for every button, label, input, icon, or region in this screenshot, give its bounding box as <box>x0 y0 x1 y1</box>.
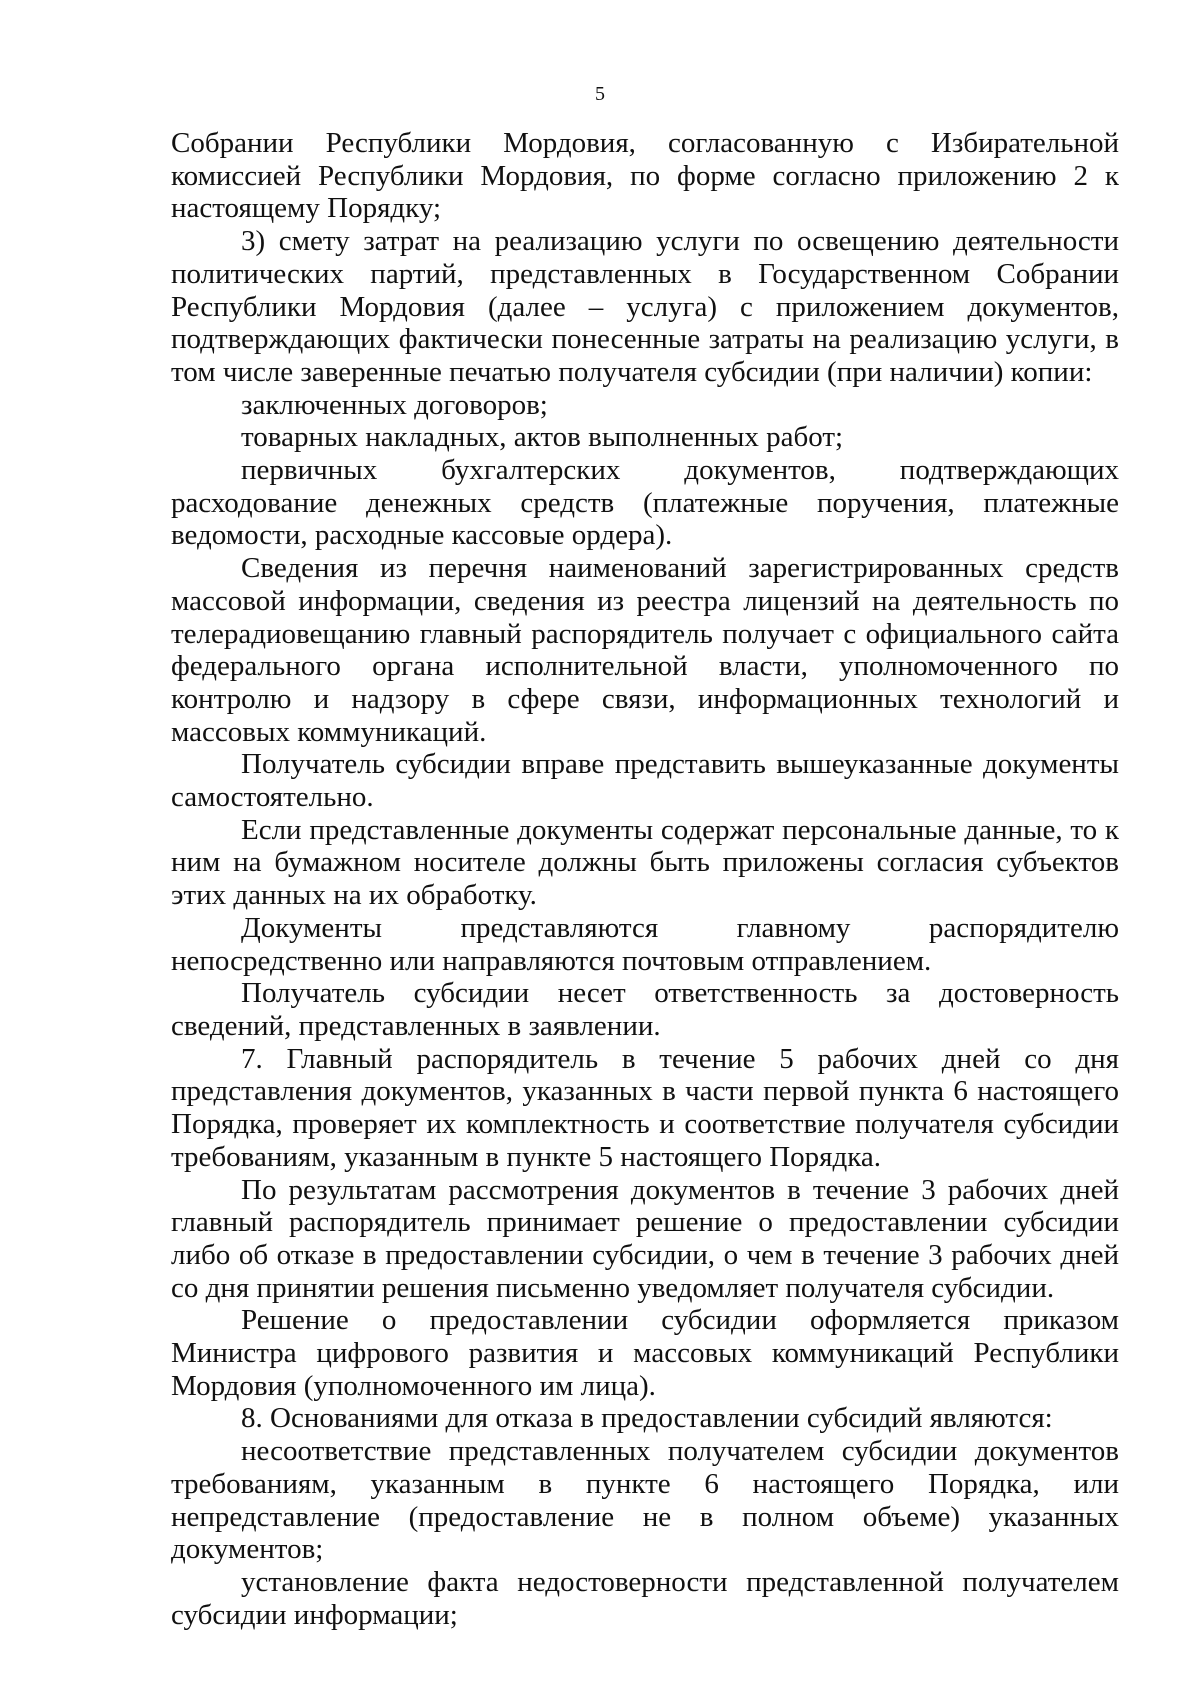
paragraph: товарных накладных, актов выполненных работ; <box>241 421 844 454</box>
paragraph: Получатель субсидии несет ответственность за достоверность сведений, представленных в заявлении. <box>171 977 1119 1042</box>
paragraph: Получатель субсидии вправе представить вышеуказанные документы самостоятельно. <box>171 748 1119 814</box>
paragraph: Собрании Республики Мордовия, согласованную с Избирательной комиссией Республики Мордовия, по форме согласно приложению 2 к настоящему Порядку; <box>171 127 1119 225</box>
paragraph: 8. Основаниями для отказа в предоставлении субсидий являются: <box>241 1402 1053 1435</box>
paragraph: Документы представляются главному распорядителю непосредственно или направляются почтовым отправлением. <box>171 911 1119 977</box>
paragraph: Если представленные документы содержат персональные данные, то к ним на бумажном носителе должны быть приложены согласия субъектов этих данных на их обработку. <box>171 813 1119 912</box>
paragraph: установление факта недостоверности представленной получателем субсидии информации; <box>171 1565 1119 1631</box>
paragraph: первичных бухгалтерских документов, подтверждающих расходование денежных средств (платежные поручения, платежные ведомости, расходные кассовые ордера). <box>171 454 1119 552</box>
paragraph: По результатам рассмотрения документов в течение 3 рабочих дней главный распорядитель принимает решение о предоставлении субсидии либо об отказе в предоставлении субсидии, о чем в течение 3 рабочих дней со дня принятии решения письменно уведомляет получателя субсидии. <box>171 1173 1119 1304</box>
paragraph: 7. Главный распорядитель в течение 5 рабочих дней со дня представления документов, указанных в части первой пункта 6 настоящего Порядка, проверяет их комплектность и соответствие получателя субсидии требованиям, указанным в пункте 5 настоящего Порядка. <box>171 1042 1119 1173</box>
page-number: 5 <box>595 83 605 105</box>
paragraph: 3) смету затрат на реализацию услуги по освещению деятельности политических партий, представленных в Государственном Собрании Республики Мордовия (далее – услуга) с приложением документов, подтверждающих фактически понесенные затраты на реализацию услуги, в том числе заверенные печатью получателя субсидии (при наличии) копии: <box>171 225 1119 388</box>
paragraph: заключенных договоров; <box>241 388 548 421</box>
document-body <box>171 127 1119 1631</box>
paragraph: несоответствие представленных получателем субсидии документов требованиям, указанным в пункте 6 настоящего Порядка, или непредставление (предоставление не в полном объеме) указанных документов; <box>171 1435 1119 1566</box>
paragraph: Решение о предоставлении субсидии оформляется приказом Министра цифрового развития и массовых коммуникаций Республики Мордовия (уполномоченного им лица). <box>171 1304 1119 1402</box>
paragraph: Сведения из перечня наименований зарегистрированных средств массовой информации, сведения из реестра лицензий на деятельность по телерадиовещанию главный распорядитель получает с официального сайта федерального органа исполнительной власти, уполномоченного по контролю и надзору в сфере связи, информационных технологий и массовых коммуникаций. <box>171 552 1119 748</box>
